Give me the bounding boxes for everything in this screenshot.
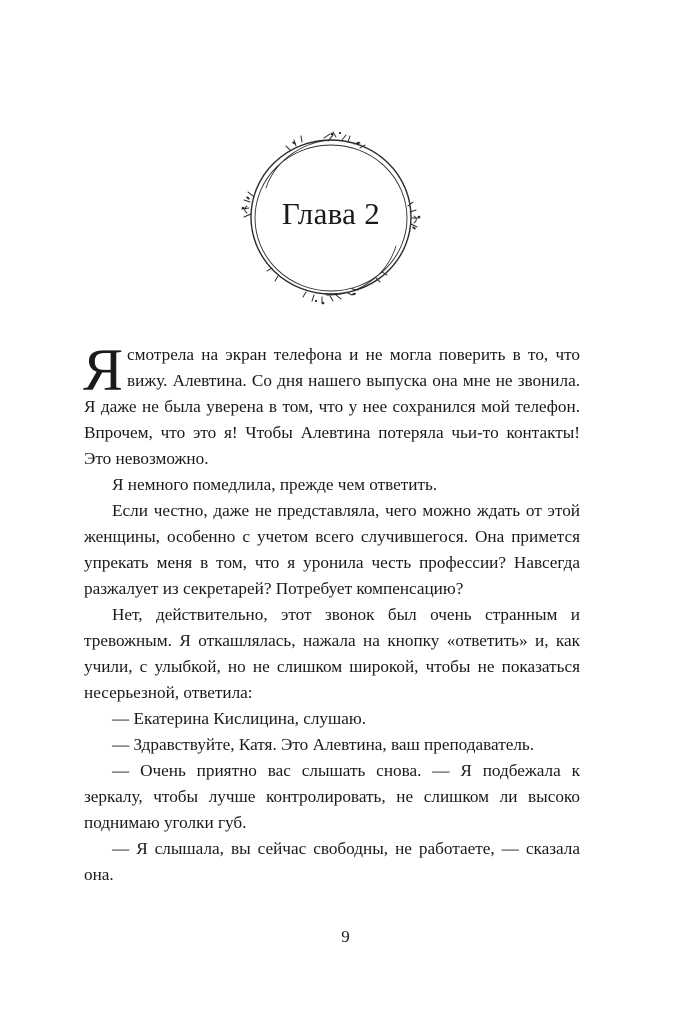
paragraph-6: — Здравствуйте, Катя. Это Алевтина, ваш преподаватель. (112, 735, 535, 754)
paragraph-1 (83, 337, 580, 472)
paragraph-5: — Екатерина Кислицина, слушаю. (112, 709, 366, 728)
paragraph-7: — Очень приятно вас слышать снова. — Я подбежала к зеркалу, чтобы лучше контролировать, не слишком ли высоко поднимаю уголки губ. (84, 761, 580, 832)
paragraph-3: Если честно, даже не представляла, чего можно ждать от этой женщины, особенно с учетом всего случившегося. Она примется упрекать меня в том, что я уронила честь профессии? Навсегда разжалует из секретарей? Потребует компенсацию? (84, 501, 580, 598)
paragraph-1-text: смотрела на экран телефона и не могла поверить в то, что вижу. Алевтина. Со дня нашего выпуска она мне не звонила. Я даже не была уверена в том, что у нее сохранился мой телефон. Впрочем, что это я! Чтобы Алевтина потеряла чьи-то контакты! Это невозможно. (84, 345, 580, 468)
drop-cap: Я (83, 337, 124, 403)
paragraph-2: Я немного помедлила, прежде чем ответить. (112, 475, 438, 494)
paragraph-4: Нет, действительно, этот звонок был очень странным и тревожным. Я откашлялась, нажала на кнопку «ответить» и, как учили, с улыбкой, но не слишком широкой, чтобы не показаться несерьезной, ответила: (84, 605, 580, 702)
page-number: 9 (341, 927, 350, 946)
chapter-text (83, 337, 580, 888)
chapter-title: Глава 2 (281, 196, 381, 231)
paragraph-8: — Я слышала, вы сейчас свободны, не работаете, — сказала она. (84, 839, 580, 884)
